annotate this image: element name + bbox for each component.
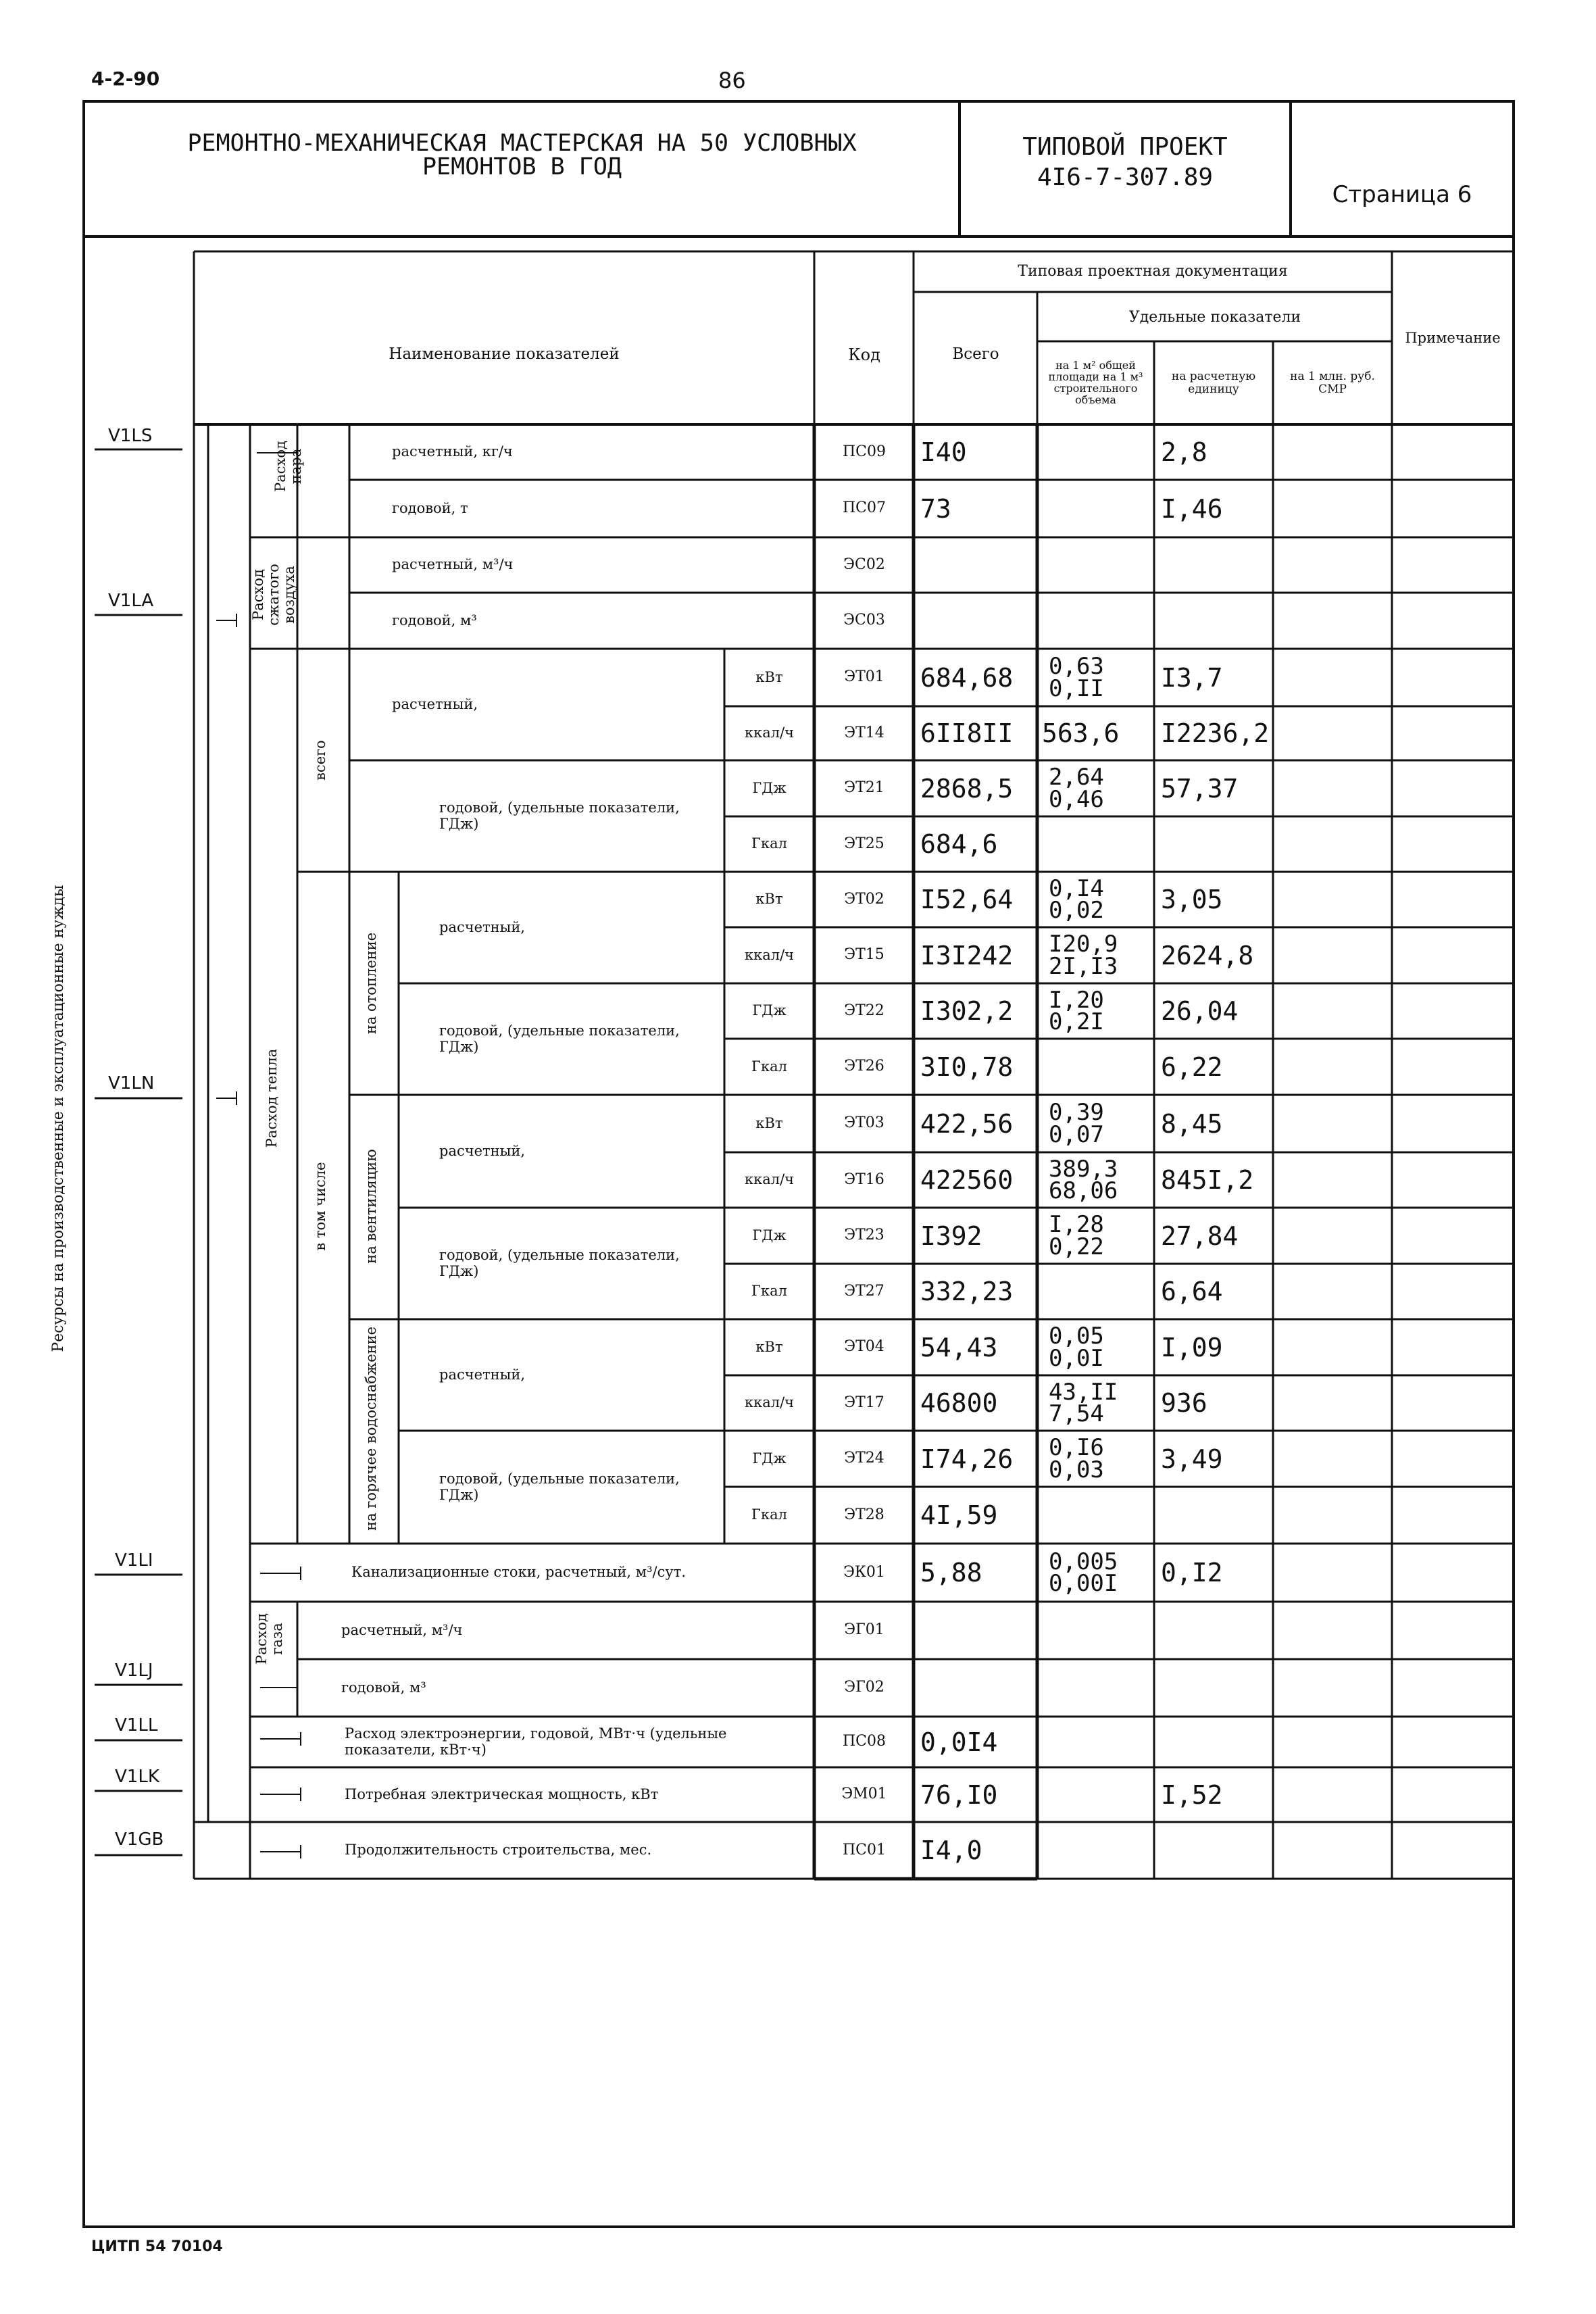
row-label: Продолжительность строительства, мес. [345, 1842, 652, 1858]
title-line-2: РЕМОНТОВ В ГОД [422, 153, 622, 180]
row-per-unit: I2236,2 [1161, 718, 1270, 748]
row-code: ПС07 [842, 499, 886, 517]
row-code: ЭТ26 [844, 1058, 884, 1075]
row-unit: ккал/ч [744, 1171, 795, 1188]
row-unit: Гкал [751, 1283, 787, 1300]
per-area-value-1: I,20 [1049, 986, 1104, 1014]
row-code: ЭТ22 [844, 1002, 884, 1019]
side-code: V1LI [115, 1550, 153, 1571]
header-per-unit: на расчетную единицу [1171, 370, 1256, 396]
per-area-value-2: 0,II [1049, 674, 1104, 702]
per-area-value-1: 0,05 [1049, 1323, 1104, 1350]
per-area-value-2: 68,06 [1049, 1177, 1118, 1204]
row-per-area: 563,6 [1042, 718, 1120, 748]
row-unit: ГДж [752, 779, 787, 796]
side-code: V1LS [108, 426, 153, 446]
row-code: ПС09 [842, 443, 886, 460]
row-code: ЭТ25 [844, 835, 884, 852]
per-area-value-2: 0,46 [1049, 785, 1104, 813]
row-label: Канализационные стоки, расчетный, м³/сут. [351, 1564, 686, 1581]
row-label: расчетный, кг/ч [392, 443, 513, 460]
per-area-value-2: 0,07 [1049, 1121, 1104, 1148]
row-unit: кВт [755, 668, 783, 685]
row-code: ЭМ01 [841, 1786, 887, 1803]
row-label: расчетный, [439, 1142, 526, 1159]
row-per-unit: 2,8 [1161, 437, 1207, 467]
row-per-unit: 8,45 [1161, 1108, 1223, 1139]
row-code: ЭТ14 [844, 724, 884, 741]
row-code: ЭТ27 [844, 1282, 884, 1300]
row-per-area [1049, 1210, 1104, 1261]
row-per-unit: 27,84 [1161, 1221, 1239, 1251]
row-label: годовой, т [392, 499, 468, 516]
project-label: ТИПОВОЙ ПРОЕКТ [1022, 133, 1228, 161]
group-total: всего [312, 740, 328, 781]
project-block [963, 132, 1287, 193]
row-code: ЭТ28 [844, 1506, 884, 1523]
header-specific: Удельные показатели [1128, 308, 1301, 326]
header-total: Всего [952, 345, 999, 364]
row-per-area [1049, 930, 1118, 981]
row-per-area [1049, 875, 1104, 925]
side-code: V1LN [108, 1073, 155, 1093]
row-unit: ГДж [752, 1227, 787, 1244]
per-area-value-2: 0,2I [1049, 1008, 1104, 1035]
group-ventilation: на вентиляцию [363, 1149, 379, 1264]
per-area-value-2: 0,03 [1049, 1456, 1104, 1483]
per-area-value-1: 0,I4 [1049, 875, 1104, 902]
row-per-unit: 57,37 [1161, 773, 1239, 804]
row-unit: кВт [755, 1114, 783, 1131]
row-total: 3I0,78 [920, 1052, 1014, 1082]
row-total: 422,56 [920, 1108, 1014, 1139]
row-per-unit: 2624,8 [1161, 940, 1254, 970]
page-number: 86 [718, 68, 746, 93]
row-label: годовой, м³ [341, 1679, 426, 1696]
row-code: ЭТ03 [844, 1114, 884, 1132]
header-name: Наименование показателей [389, 345, 620, 364]
row-label: Потребная электрическая мощность, кВт [345, 1786, 659, 1802]
row-label: расчетный, [392, 695, 478, 712]
per-area-value-1: I20,9 [1049, 931, 1118, 958]
document-title [88, 132, 956, 179]
row-code: ЭТ01 [844, 668, 884, 686]
group-heating: на отопление [363, 932, 379, 1035]
row-per-unit: 6,22 [1161, 1052, 1223, 1082]
group-gas: Расход газа [253, 1613, 286, 1665]
row-unit: ккал/ч [744, 724, 795, 741]
row-code: ЭТ16 [844, 1171, 884, 1188]
row-code: ЭГ02 [844, 1679, 884, 1696]
row-label: годовой, (удельные показатели, ГДж) [439, 799, 680, 832]
header-per-mln: на 1 млн. руб. СМР [1290, 370, 1375, 396]
title-line-1: РЕМОНТНО-МЕХАНИЧЕСКАЯ МАСТЕРСКАЯ НА 50 УСЛОВНЫХ [187, 130, 857, 157]
row-code: ЭТ17 [844, 1394, 884, 1411]
row-unit: ГДж [752, 1002, 787, 1019]
group-incl: в том числе [312, 1162, 328, 1251]
row-total: I392 [920, 1221, 982, 1251]
side-code: V1LA [108, 591, 154, 611]
row-label: годовой, (удельные показатели, ГДж) [439, 1247, 680, 1279]
row-total: 4I,59 [920, 1500, 998, 1530]
row-code: ЭГ01 [844, 1621, 884, 1639]
row-total: 54,43 [920, 1332, 998, 1362]
row-per-unit: I,09 [1161, 1332, 1223, 1362]
side-code: V1LK [115, 1767, 159, 1787]
row-code: ЭТ02 [844, 890, 884, 908]
row-label: расчетный, [439, 918, 526, 935]
row-per-area [1049, 651, 1104, 704]
row-total: 73 [920, 493, 951, 524]
row-per-area [1049, 1433, 1104, 1484]
header-per-area: на 1 м² общей площади на 1 м³ строительного объема [1048, 359, 1143, 406]
per-area-value-1: I,28 [1049, 1211, 1104, 1239]
per-area-value-2: 7,54 [1049, 1400, 1104, 1427]
row-label: расчетный, [439, 1366, 526, 1383]
side-code: V1GB [115, 1829, 164, 1850]
group-resources: Ресурсы на производственные и эксплуатационные нужды [50, 885, 67, 1352]
group-heat: Расход тепла [264, 1048, 280, 1148]
per-area-value-2: 0,22 [1049, 1233, 1104, 1260]
per-area-value-1: 0,39 [1049, 1099, 1104, 1127]
row-total: 332,23 [920, 1277, 1014, 1306]
row-total: I40 [920, 437, 967, 467]
per-area-value-1: 43,II [1049, 1378, 1118, 1406]
row-per-unit: 845I,2 [1161, 1165, 1254, 1195]
row-total: 46800 [920, 1388, 998, 1418]
row-per-unit: 26,04 [1161, 996, 1239, 1026]
row-per-unit: 3,05 [1161, 885, 1223, 914]
row-per-area [1049, 1322, 1104, 1373]
row-total: I302,2 [920, 996, 1014, 1026]
per-area-value-1: 0,I6 [1049, 1434, 1104, 1462]
row-label: годовой, (удельные показатели, ГДж) [439, 1023, 680, 1055]
header-note: Примечание [1405, 330, 1501, 346]
row-per-unit: I,52 [1161, 1779, 1223, 1810]
header-code: Код [848, 345, 880, 364]
row-code: ЭТ04 [844, 1338, 884, 1356]
side-code: V1LL [115, 1715, 158, 1736]
group-hot-water: на горячее водоснабжение [363, 1326, 379, 1531]
row-per-area [1049, 986, 1104, 1036]
per-area-value-1: 389,3 [1049, 1155, 1118, 1183]
row-unit: кВт [755, 891, 783, 908]
per-area-value-1: 0,63 [1049, 653, 1104, 681]
project-number: 4I6-7-307.89 [1037, 164, 1214, 191]
row-code: ЭК01 [843, 1563, 885, 1581]
row-per-unit: 936 [1161, 1388, 1207, 1418]
per-area-value-2: 2I,I3 [1049, 952, 1118, 980]
row-label: Расход электроэнергии, годовой, МВт·ч (удельные показатели, кВт·ч) [345, 1725, 727, 1758]
row-per-unit: 0,I2 [1161, 1558, 1223, 1587]
row-label: годовой, м³ [392, 612, 477, 629]
document-number: 4-2-90 [91, 68, 160, 90]
per-area-value-2: 0,02 [1049, 897, 1104, 924]
row-code: ПС08 [842, 1733, 886, 1750]
row-total: I4,0 [920, 1836, 982, 1865]
row-code: ПС01 [842, 1841, 886, 1858]
per-area-value-1: 0,005 [1049, 1548, 1118, 1575]
row-total: 684,68 [920, 662, 1014, 693]
page-label: Страница 6 [1332, 181, 1472, 208]
row-code: ЭТ23 [844, 1227, 884, 1244]
row-unit: ккал/ч [744, 1394, 795, 1411]
row-total: 5,88 [920, 1558, 982, 1587]
row-per-area [1049, 1378, 1118, 1428]
row-unit: Гкал [751, 1506, 787, 1523]
row-code: ЭТ21 [844, 779, 884, 797]
row-per-unit: 3,49 [1161, 1444, 1223, 1474]
row-unit: кВт [755, 1338, 783, 1355]
row-label: расчетный, м³/ч [341, 1621, 463, 1638]
row-per-unit: 6,64 [1161, 1277, 1223, 1306]
row-label: годовой, (удельные показатели, ГДж) [439, 1471, 680, 1503]
row-total: 76,I0 [920, 1779, 998, 1810]
row-per-area [1049, 763, 1104, 814]
row-code: ЭТ15 [844, 946, 884, 964]
row-per-unit: I3,7 [1161, 662, 1223, 693]
row-total: I3I242 [920, 940, 1014, 970]
header-doc: Типовая проектная документация [1018, 263, 1288, 280]
row-per-area [1049, 1546, 1118, 1599]
row-unit: ккал/ч [744, 946, 795, 963]
per-area-value-1: 2,64 [1049, 764, 1104, 791]
row-unit: ГДж [752, 1450, 787, 1467]
row-label: расчетный, м³/ч [392, 556, 514, 573]
per-area-value-2: 0,00I [1049, 1570, 1118, 1597]
row-per-area [1049, 1098, 1104, 1150]
row-total: I74,26 [920, 1444, 1014, 1474]
row-unit: Гкал [751, 835, 787, 852]
row-per-area [1049, 1155, 1118, 1205]
row-code: ЭТ24 [844, 1450, 884, 1467]
row-total: 6II8II [920, 718, 1014, 748]
row-total: I52,64 [920, 885, 1014, 914]
group-steam: Расход пара [272, 441, 305, 492]
row-unit: Гкал [751, 1058, 787, 1075]
side-code: V1LJ [115, 1660, 153, 1681]
row-total: 2868,5 [920, 773, 1014, 804]
row-code: ЭС02 [843, 556, 885, 573]
row-total: 0,0I4 [920, 1727, 998, 1757]
row-total: 422560 [920, 1165, 1014, 1195]
footer-stamp: ЦИТП 54 70104 [91, 2238, 223, 2255]
row-per-unit: I,46 [1161, 493, 1223, 524]
row-code: ЭС03 [843, 612, 885, 629]
per-area-value-2: 0,0I [1049, 1344, 1104, 1372]
group-air: Расход сжатого воздуха [250, 564, 298, 626]
row-total: 684,6 [920, 829, 998, 859]
